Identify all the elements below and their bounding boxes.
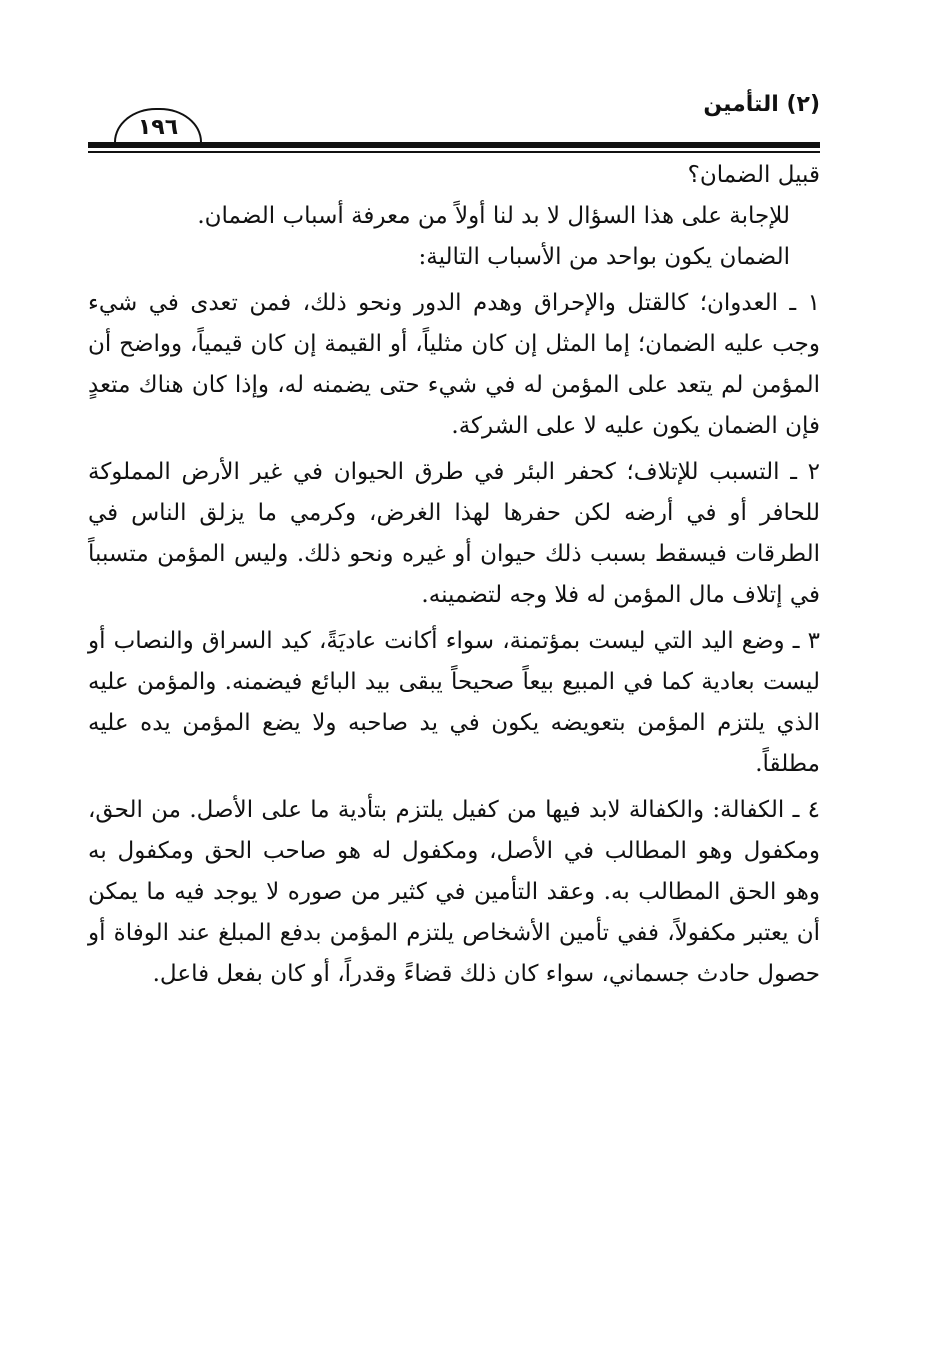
running-title: (٢) التأمين xyxy=(703,92,820,117)
paragraph-intro: للإجابة على هذا السؤال لا بد لنا أولاً من معرفة أسباب الضمان. xyxy=(197,203,790,229)
paragraph-cause-2: ٢ ـ التسبب للإتلاف؛ كحفر البئر في طرق الحيوان في غير الأرض المملوكة للحافر أو في أرضه لكن حفرها لهذا الغرض، وكرمي ما يزلق الناس في الطرقات فيسقط بسبب ذلك حيوان أو غيره ونحو ذلك. وليس المؤمن متسبباً في إتلاف مال المؤمن له فلا وجه لتضمينه. xyxy=(88,459,820,608)
paragraph-continuation: قبيل الضمان؟ xyxy=(687,162,820,188)
paragraph-cause-1: ١ ـ العدوان؛ كالقتل والإحراق وهدم الدور ونحو ذلك، فمن تعدى في شيء وجب عليه الضمان؛ إما المثل إن كان مثلياً، أو القيمة إن كان قيمياً، وواضح أن المؤمن لم يتعد على المؤمن له في شيء حتى يضمنه له، وإذا كان هناك متعدٍ فإن الضمان يكون عليه لا على الشركة. xyxy=(88,290,820,439)
header-rule-thick xyxy=(88,142,820,148)
paragraph-causes-heading: الضمان يكون بواحد من الأسباب التالية: xyxy=(418,244,790,270)
paragraph-cause-4: ٤ ـ الكفالة: والكفالة لابد فيها من كفيل يلتزم بتأدية ما على الأصل. من الحق، ومكفول وهو المطالب في الأصل، ومكفول له هو صاحب الحق ومكفول به وهو الحق المطالب به. وعقد التأمين في كثير من صوره لا يوجد فيه ما يمكن أن يعتبر مكفولاً، ففي تأمين الأشخاص يلتزم المؤمن بدفع المبلغ عند الوفاة أو حصول حادث جسماني، سواء كان ذلك قضاءً وقدراً، أو كان بفعل فاعل. xyxy=(88,797,820,987)
paragraph-cause-3: ٣ ـ وضع اليد التي ليست بمؤتمنة، سواء أكانت عاديَةً، كيد السراق والنصاب أو ليست بعادية كما في المبيع بيعاً صحيحاً يبقى بيد البائع فيضمنه. والمؤمن عليه الذي يلتزم المؤمن بتعويضه يكون في يد صاحبه ولا يضع المؤمن يده عليه مطلقاً. xyxy=(88,628,820,777)
body-text xyxy=(88,155,820,995)
page-header xyxy=(88,80,820,150)
header-rule-thin xyxy=(88,151,820,153)
page-number: ١٩٦ xyxy=(114,108,202,144)
